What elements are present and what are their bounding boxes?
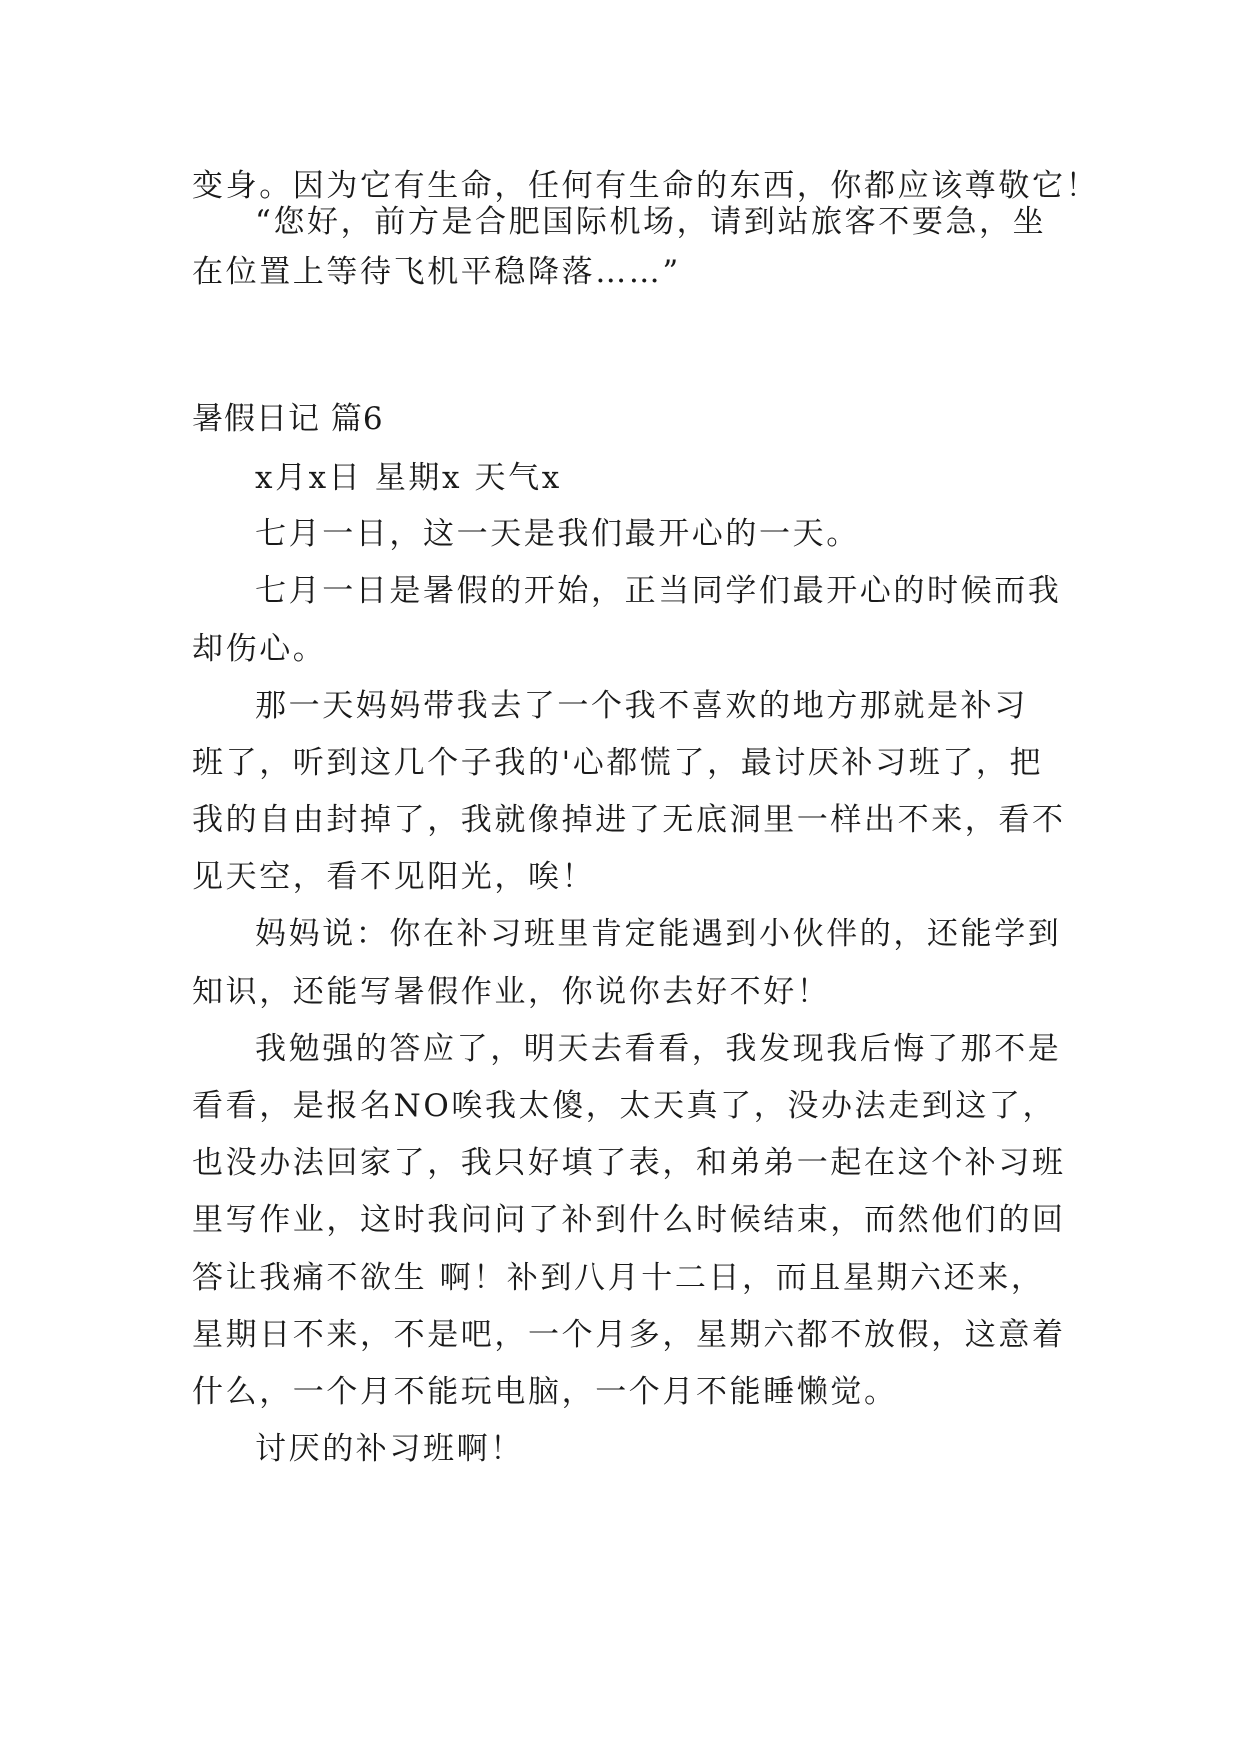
text-line: 在位置上等待飞机平稳降落……”: [192, 254, 681, 290]
text-line: 七月一日是暑假的开始，正当同学们最开心的时候而我: [255, 573, 1062, 609]
text-line: 星期日不来，不是吧，一个月多，星期六都不放假，这意着: [192, 1317, 1066, 1353]
text-line: 看看，是报名NO唉我太傻，太天真了，没办法走到这了，: [192, 1088, 1057, 1124]
text-line: 答让我痛不欲生 啊！补到八月十二日，而且星期六还来，: [192, 1260, 1045, 1296]
text-line: 我勉强的答应了，明天去看看，我发现我后悔了那不是: [255, 1031, 1062, 1067]
text-line: 也没办法回家了，我只好填了表，和弟弟一起在这个补习班: [192, 1145, 1066, 1181]
text-line: 却伤心。: [192, 631, 327, 667]
text-line: 见天空，看不见阳光，唉！: [192, 859, 596, 895]
text-line: 班了，听到这几个子我的'心都慌了，最讨厌补习班了，把: [192, 745, 1044, 781]
text-line: 讨厌的补习班啊！: [255, 1431, 524, 1467]
diary-date-line: x月x日 星期x 天气x: [255, 460, 562, 496]
text-line: 什么，一个月不能玩电脑，一个月不能睡懒觉。: [192, 1374, 898, 1410]
section-heading: 暑假日记 篇6: [192, 401, 384, 437]
text-line: 那一天妈妈带我去了一个我不喜欢的地方那就是补习: [255, 688, 1028, 724]
text-line: 我的自由封掉了，我就像掉进了无底洞里一样出不来，看不: [192, 802, 1066, 838]
text-line: 知识，还能写暑假作业，你说你去好不好！: [192, 974, 831, 1010]
text-line: “您好，前方是合肥国际机场，请到站旅客不要急，坐: [255, 204, 1047, 240]
text-line: 七月一日，这一天是我们最开心的一天。: [255, 516, 860, 552]
text-line: 变身。因为它有生命，任何有生命的东西，你都应该尊敬它！: [192, 168, 1100, 204]
text-line: 妈妈说：你在补习班里肯定能遇到小伙伴的，还能学到: [255, 916, 1062, 952]
text-line: 里写作业，这时我问问了补到什么时候结束，而然他们的回: [192, 1202, 1066, 1238]
